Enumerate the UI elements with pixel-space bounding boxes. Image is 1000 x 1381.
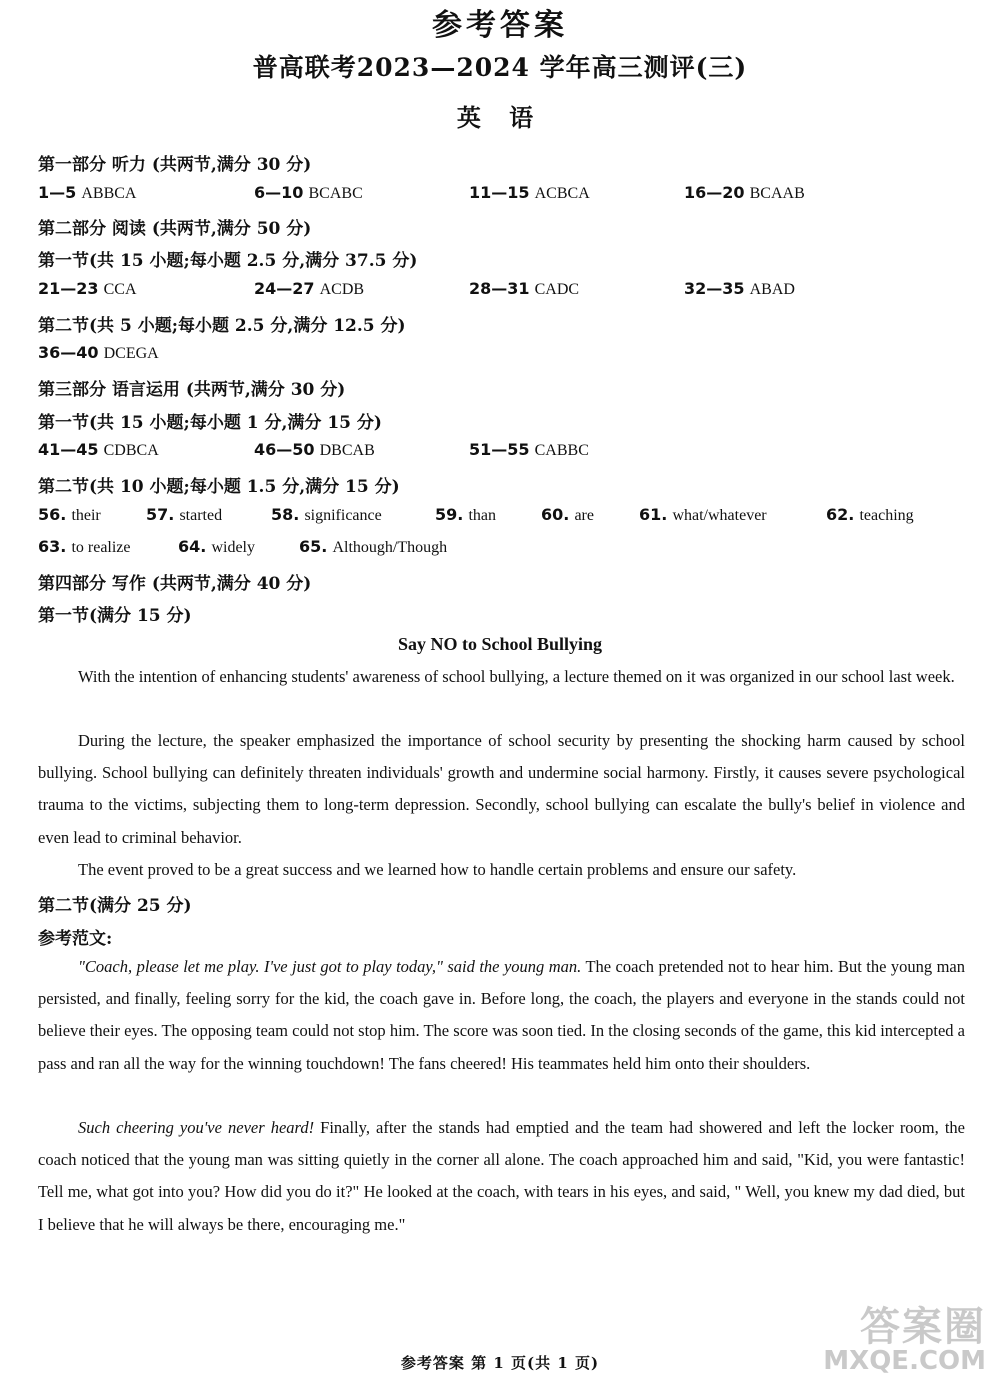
- question-range: 41—45: [38, 440, 99, 459]
- answer-group: [469, 183, 590, 203]
- answer-group: [469, 440, 589, 460]
- part3-section1-answers-row: [38, 440, 968, 464]
- subject-title: 英 语: [456, 103, 544, 132]
- answer-item: [178, 537, 255, 557]
- answer-letters: CDBCA: [103, 442, 159, 459]
- answer-item: [271, 505, 382, 525]
- question-range: 16—20: [684, 183, 745, 202]
- question-number: 64.: [178, 537, 207, 556]
- part1-answers-row: [38, 183, 968, 207]
- answer-word: their: [71, 507, 101, 524]
- question-range: 32—35: [684, 279, 745, 298]
- answer-word: than: [468, 507, 496, 524]
- answer-group: [684, 183, 805, 203]
- sample-paragraph: [38, 1112, 965, 1241]
- watermark-logo-text: 答案圈: [860, 1304, 986, 1350]
- answer-group: [254, 440, 375, 460]
- answer-letters: DBCAB: [319, 442, 375, 459]
- answer-item: [146, 505, 222, 525]
- question-number: 61.: [639, 505, 668, 524]
- sample-quote: "Coach, please let me play. I've just got to play today," said the young man.: [78, 957, 582, 976]
- page-title: 参考答案: [432, 8, 568, 43]
- question-range: 51—55: [469, 440, 530, 459]
- part4-heading: 第四部分 写作 (共两节,满分 40 分): [38, 574, 312, 594]
- question-range: 46—50: [254, 440, 315, 459]
- answer-group: [38, 440, 159, 460]
- answer-group: [38, 279, 137, 299]
- sample-quote: Such cheering you've never heard!: [78, 1118, 315, 1137]
- question-range: 21—23: [38, 279, 99, 298]
- answer-item: [435, 505, 496, 525]
- part2-section2-answers-row: [38, 343, 968, 367]
- exam-title: 普高联考2023—2024 学年高三测评(三): [252, 53, 748, 82]
- answer-group: [684, 279, 795, 299]
- answer-letters: CABBC: [534, 442, 589, 459]
- part2-section2-heading: 第二节(共 5 小题;每小题 2.5 分,满分 12.5 分): [38, 316, 406, 336]
- question-number: 60.: [541, 505, 570, 524]
- sample-essay-label: 参考范文:: [38, 929, 113, 949]
- question-range: 1—5: [38, 183, 77, 202]
- question-number: 59.: [435, 505, 464, 524]
- question-range: 24—27: [254, 279, 315, 298]
- part2-heading: 第二部分 阅读 (共两节,满分 50 分): [38, 219, 312, 239]
- answer-letters: DCEGA: [103, 345, 159, 362]
- part3-section2-heading: 第二节(共 10 小题;每小题 1.5 分,满分 15 分): [38, 477, 400, 497]
- question-number: 63.: [38, 537, 67, 556]
- answer-item: [639, 505, 767, 525]
- question-number: 58.: [271, 505, 300, 524]
- site-watermark: [823, 1304, 986, 1376]
- page-footer: 参考答案 第 1 页(共 1 页): [400, 1354, 600, 1372]
- answer-group: [254, 279, 364, 299]
- essay-title: Say NO to School Bullying: [397, 634, 603, 654]
- answer-item: [541, 505, 594, 525]
- question-number: 62.: [826, 505, 855, 524]
- question-range: 11—15: [469, 183, 530, 202]
- answer-letters: ACBCA: [534, 185, 590, 202]
- answer-group: [469, 279, 579, 299]
- answer-word: widely: [211, 539, 255, 556]
- part4-section2-heading: 第二节(满分 25 分): [38, 896, 192, 916]
- answer-word: to realize: [71, 539, 131, 556]
- essay-paragraph: The event proved to be a great success and we learned how to handle certain problems and ensure our safety.: [78, 860, 797, 879]
- answer-word: teaching: [859, 507, 914, 524]
- part3-section2-answers-row2: [38, 537, 968, 561]
- part3-section2-answers-row1: [38, 505, 968, 529]
- question-number: 57.: [146, 505, 175, 524]
- answer-group: [254, 183, 363, 203]
- answer-letters: ABAD: [749, 281, 795, 298]
- question-range: 36—40: [38, 343, 99, 362]
- question-number: 65.: [299, 537, 328, 556]
- answer-item: [38, 505, 101, 525]
- essay-paragraph: During the lecture, the speaker emphasized the importance of school security by presenting the shocking harm caused by school bullying. School bullying can definitely threaten individuals' growth and undermine social harmony. Firstly, it causes severe psychological trauma to the victims, subjecting them to long-term depression. Secondly, school bullying can escalate the bully's belief in violence and even lead to criminal behavior.: [38, 731, 965, 847]
- question-range: 28—31: [469, 279, 530, 298]
- answer-item: [38, 537, 131, 557]
- part4-section1-heading: 第一节(满分 15 分): [38, 606, 192, 626]
- answer-letters: CADC: [534, 281, 580, 298]
- answer-letters: ACDB: [319, 281, 365, 298]
- answer-word: started: [179, 507, 223, 524]
- answer-item: [826, 505, 914, 525]
- answer-letters: BCAAB: [749, 185, 805, 202]
- part1-heading: 第一部分 听力 (共两节,满分 30 分): [38, 155, 312, 175]
- part3-section1-heading: 第一节(共 15 小题;每小题 1 分,满分 15 分): [38, 413, 382, 433]
- question-number: 56.: [38, 505, 67, 524]
- answer-letters: BCABC: [308, 185, 363, 202]
- sample-text: Finally, after the stands had emptied and the team had showered and left the locker room, the coach noticed that the young man was sitting quietly in the corner all alone. The coach approached him and said, "Kid, you were fantastic! Tell me, what got into you? How did you do it?" He looked at the coach, with tears in his eyes, and said, " Well, you knew my dad died, but I believe that he will always be there, encouraging me.": [38, 1118, 965, 1234]
- sample-paragraph: [38, 951, 965, 1080]
- answer-word: significance: [304, 507, 382, 524]
- answer-item: [299, 537, 447, 557]
- part2-section1-heading: 第一节(共 15 小题;每小题 2.5 分,满分 37.5 分): [38, 251, 418, 271]
- watermark-url: MXQE.COM: [823, 1346, 986, 1376]
- answer-group: [38, 343, 159, 363]
- answer-letters: CCA: [103, 281, 137, 298]
- answer-word: what/whatever: [672, 507, 767, 524]
- answer-group: [38, 183, 136, 203]
- answer-letters: ABBCA: [81, 185, 137, 202]
- answer-word: Although/Though: [332, 539, 448, 556]
- essay-paragraph: With the intention of enhancing students' awareness of school bullying, a lecture themed on it was organized in our school last week.: [78, 667, 955, 686]
- question-range: 6—10: [254, 183, 304, 202]
- part2-section1-answers-row: [38, 279, 968, 303]
- sample-text: The coach pretended not to hear him. But the young man persisted, and finally, feeling sorry for the kid, the coach gave in. Before long, the coach, the players and everyone in the stands could not believe their eyes. The opposing team could not stop him. The score was soon tied. In the closing seconds of the game, this kid intercepted a pass and ran all the way for the winning touchdown! The fans cheered! His teammates held him onto their shoulders.: [38, 957, 965, 1073]
- answer-word: are: [574, 507, 594, 524]
- part3-heading: 第三部分 语言运用 (共两节,满分 30 分): [38, 380, 346, 400]
